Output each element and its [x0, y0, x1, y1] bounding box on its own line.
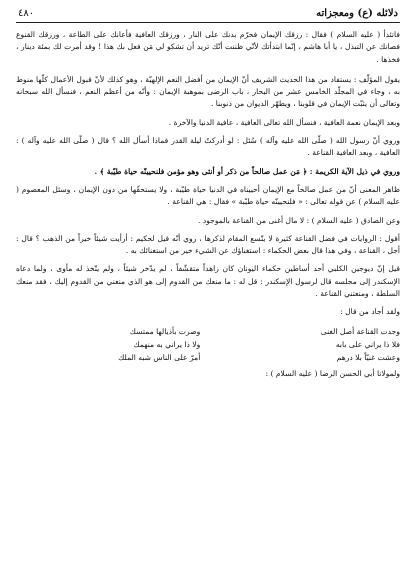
running-title: دلائله (ع) ومعجزاته [316, 8, 398, 19]
paragraph: يقول المؤلّف : يستفاد من هذا الحديث الشريف أنّ الإيمان من أفضل النعم الإلهيّة ، وهو كذلك لأنّ قبول الأعمال كلّها منوط به ، وجاء في المجلّد الخامس عشر من البحار ، باب الرضى بموهبة الإيمان : وأنّه من أعظم النعم ، فنسأل الله سبحانه وتعالى أن يثبّت الإيمان في قلوبنا ، ويطهّر الديوان من ذنوبنا . [16, 74, 400, 109]
paragraph: وعن الصادق ( عليه السلام ) : لا مال أغنى من القناعة بالموجود . [198, 215, 400, 225]
verse-second-hemistich: أمرّ على الناس شبه الملك [118, 353, 201, 363]
page-body [16, 29, 400, 381]
verse-second-hemistich: ولا ذا يراني به منهمك [133, 339, 201, 349]
verse-second-hemistich: وصرت بأذيالها ممتسك [129, 326, 201, 336]
poem-verse [16, 325, 400, 338]
poem [16, 325, 400, 365]
poem-verse [16, 351, 400, 364]
verse-first-hemistich: وجدت القناعة أصل الغنى [320, 326, 400, 336]
poem-verse [16, 338, 400, 351]
verse-first-hemistich: وعشت غنيّاً بلا درهم [336, 353, 400, 363]
paragraph: ولقد أجاد من قال : [340, 307, 400, 317]
paragraph: وبعد الإيمان نعمة العافية ، فنسأل الله تعالى العافية ، عافية الدنيا والآخرة . [168, 117, 400, 127]
paragraph: وروي أنّ رسول الله ( صلّى الله عليه وآله ) سُئل : لو أدركتُ ليلة القدر فماذا أسأل الله ؟ قال ( صلّى الله عليه وآله ) : العافية ، وبعد العافية القناعة . [16, 136, 400, 158]
paragraph: ظاهر المعنى أنّ من عمل صالحاً مع الإيمان أحييناه في الدنيا حياة طيّبة ، ولا يستحقّها من دون الإيمان ، وسئل المعصوم ( عليه السلام ) عن قوله تعالى : « فلنحيينّه حياة طيّبة » فقال : هي القناعة . [16, 184, 400, 207]
page-header [16, 8, 400, 22]
page-number: ٤٨٠ [18, 8, 35, 19]
paragraph: فاتئدأ ( عليه السلام ) فقال : رزقك الإيمان فحرّم بدنك على النار ، ورزقك العافية فأعانك على الطاعة ، ورزقك القنوع فصانك عن التبذل ، يا أبا هاشم ، إنّما ابتدأتك لأنّي ظننت أنّك تريد أن تشكو لي مَن فعل بك هذا ! وقد أمرت لك بمئة دينار ، فخذها . [16, 30, 400, 64]
quran-paragraph: وروي في ذيل الآية الكريمة : ﴿ مَن عمل صالحاً من ذكر أو أنثى وهو مؤمن فلنحيينّه حياة طيّبة ﴾ . [94, 166, 400, 176]
paragraph: قيل إنّ ديوجين الكلبي أحد أساطين حكماء اليونان كان زاهداً متقشّفاً ، لم يدّخر شيئاً ، ولم يتّخذ له مأوى ، ولما دعاه الإسكندر إلى مجلسه قال لرسول الإسكندر : قل له : ما منعك من القدوم إلى هو الذي منعني من القدوم إليك ، فقد منعك السلطة ، ومنعتني القناعة . [16, 264, 400, 299]
paragraph: أقول : الروايات في فضل القناعة كثيرة لا يتّسع المقام لذكرها ، روي أنّه قيل لحكيم : أرأيت شيئاً خيراً من الذهب ؟ قال : أجل ، القناعة ، وفي هذا قال بعض الحكماء : استغناؤك عن الشيء خير من استغنائك به . [16, 233, 400, 256]
closing-line: ولمولانا أبي الحسن الرضا ( عليه السلام ) : [265, 369, 400, 379]
header-rule [16, 22, 400, 23]
verse-first-hemistich: فلا ذا يراني على بابه [335, 339, 400, 349]
